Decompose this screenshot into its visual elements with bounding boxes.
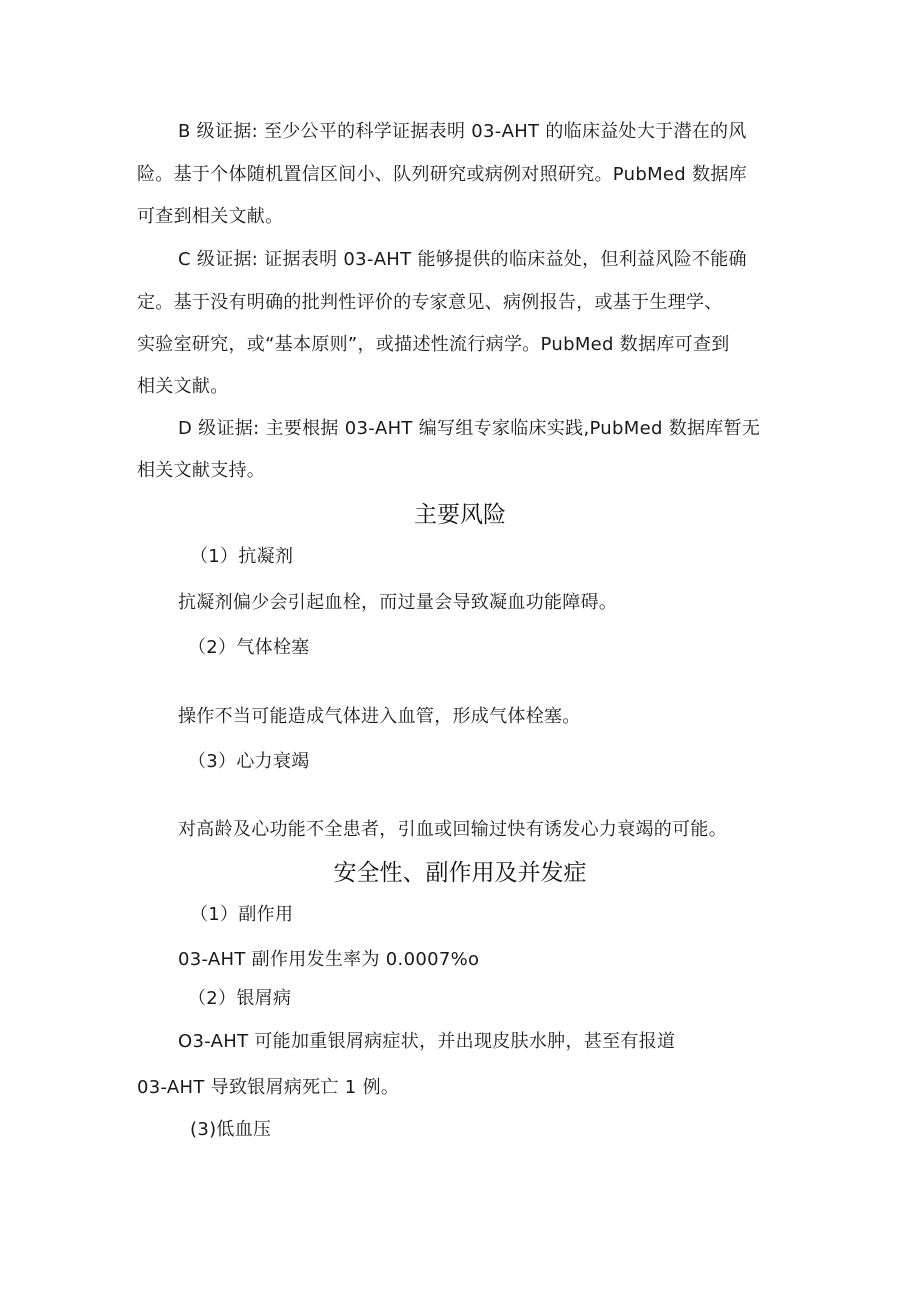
section-title-risks: 主要风险 — [414, 502, 506, 528]
b-level-line-1: B 级证据: 至少公平的科学证据表明 03-AHT 的临床益处大于潜在的风 — [178, 121, 747, 142]
safety-1-heading: （1）副作用 — [190, 904, 294, 925]
safety-1-body: 03-AHT 副作用发生率为 0.0007%o — [178, 949, 480, 970]
safety-3-heading: (3)低血压 — [190, 1119, 272, 1140]
safety-2-body-line-2: 03-AHT 导致银屑病死亡 1 例。 — [137, 1077, 400, 1098]
c-level-line-3: 实验室研究，或“基本原则”，或描述性流行病学。PubMed 数据库可查到 — [137, 334, 730, 355]
d-level-line-1: D 级证据: 主要根据 03-AHT 编写组专家临床实践,PubMed 数据库暂无 — [178, 418, 761, 439]
risk-1-heading: （1）抗凝剂 — [190, 546, 294, 567]
b-level-line-2: 险。基于个体随机置信区间小、队列研究或病例对照研究。PubMed 数据库 — [137, 164, 747, 185]
risk-2-body: 操作不当可能造成气体进入血管，形成气体栓塞。 — [178, 706, 581, 727]
c-level-line-1: C 级证据: 证据表明 03-AHT 能够提供的临床益处，但利益风险不能确 — [178, 249, 747, 270]
safety-2-heading: （2）银屑病 — [188, 988, 292, 1009]
risk-2-heading: （2）气体栓塞 — [188, 637, 310, 658]
risk-1-body: 抗凝剂偏少会引起血栓，而过量会导致凝血功能障碍。 — [178, 592, 618, 613]
risk-3-heading: （3）心力衰竭 — [188, 751, 310, 772]
d-level-line-2: 相关文献支持。 — [137, 460, 266, 481]
safety-2-body-line-1: O3-AHT 可能加重银屑病症状，并出现皮肤水肿，甚至有报道 — [178, 1031, 676, 1052]
risk-3-body: 对高龄及心功能不全患者，引血或回输过快有诱发心力衰竭的可能。 — [178, 819, 727, 840]
c-level-line-2: 定。基于没有明确的批判性评价的专家意见、病例报告，或基于生理学、 — [137, 292, 723, 313]
section-title-safety: 安全性、副作用及并发症 — [333, 860, 587, 886]
c-level-line-4: 相关文献。 — [137, 376, 229, 397]
b-level-line-3: 可查到相关文献。 — [137, 206, 284, 227]
